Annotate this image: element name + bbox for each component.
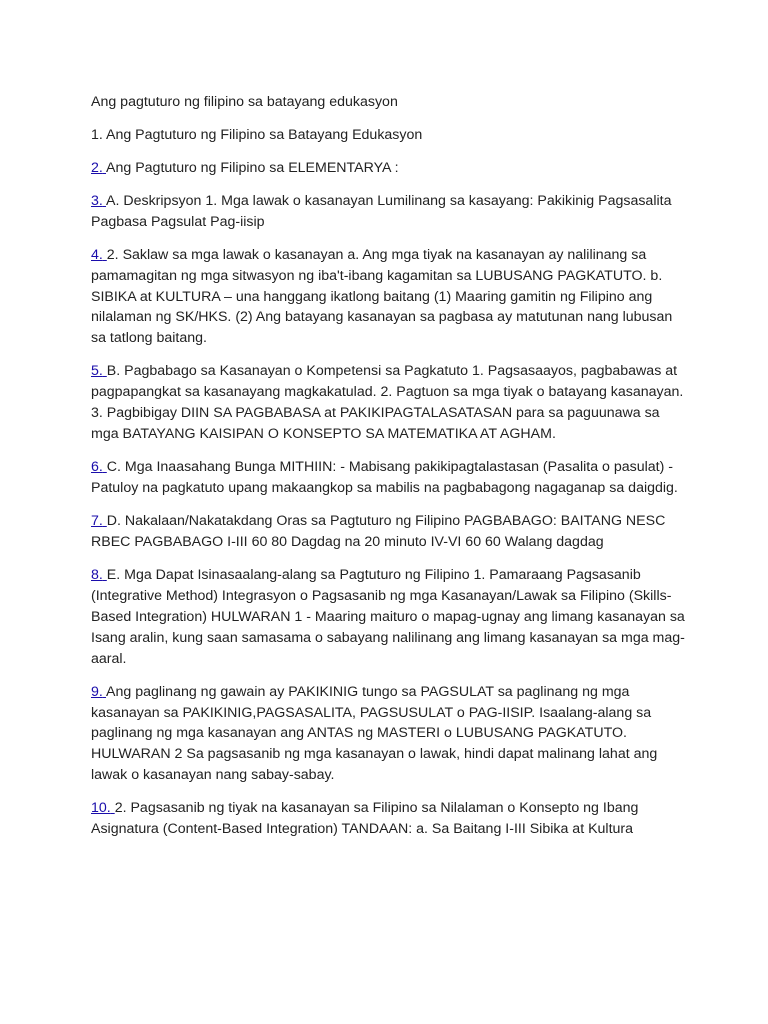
paragraph-9: [91, 682, 691, 786]
paragraph-6: [91, 457, 691, 499]
paragraph-9-link[interactable]: 9.: [91, 683, 103, 700]
paragraph-5-text: B. Pagbabago sa Kasanayan o Kompetensi sa Pagkatuto 1. Pagsasaayos, pagbabawas at pagpapangkat sa kasanayang magkakatulad. 2. Pagtuon sa mga tiyak o batayang kasanayan. 3. Pagbibigay DIIN SA PAGBABASA at PAKIKIPAGTALASATASAN para sa paguunawa sa mga BATAYANG KAISIPAN O KONSEPTO SA MATEMATIKA AT AGHAM.: [91, 363, 684, 442]
paragraph-5: [91, 361, 691, 444]
paragraph-10-link[interactable]: 10.: [91, 800, 111, 817]
paragraph-3: [91, 191, 691, 233]
paragraph-6-text: C. Mga Inaasahang Bunga MITHIIN: - Mabisang pakikipagtalastasan (Pasalita o pasulat) - Patuloy na pagkatuto upang makaangkop sa mabilis na pagbabagong nagaganap sa daigdig.: [91, 459, 678, 496]
paragraph-3-link[interactable]: 3.: [91, 192, 103, 209]
paragraph-2-link[interactable]: 2.: [91, 159, 103, 176]
paragraph-6-link[interactable]: 6.: [91, 459, 103, 476]
document-body: [91, 92, 691, 852]
paragraph-10: [91, 798, 691, 840]
paragraph-7-link[interactable]: 7.: [91, 513, 103, 530]
paragraph-4-text: 2. Saklaw sa mga lawak o kasanayan a. Ang mga tiyak na kasanayan ay nalilinang sa pamamagitan ng mga sitwasyon ng iba't-ibang kagamitan sa LUBUSANG PAGKATUTO. b. SIBIKA at KULTURA – una hanggang ikatlong baitang (1) Maaring gamitin ng Filipino ang nilalaman ng SK/HKS. (2) Ang batayang kasanayan sa pagbasa ay matutunan nang lubusan sa tatlong baitang.: [91, 246, 673, 347]
paragraph-5-link[interactable]: 5.: [91, 363, 103, 380]
document-subheading: 1. Ang Pagtuturo ng Filipino sa Batayang Edukasyon: [91, 126, 423, 143]
paragraph-7-text: D. Nakalaan/Nakatakdang Oras sa Pagtuturo ng Filipino PAGBABAGO: BAITANG NESC RBEC PAGBABAGO I-III 60 80 Dagdag na 20 minuto IV-VI 60 60 Walang dagdag: [91, 513, 666, 551]
paragraph-4-link[interactable]: 4.: [91, 246, 103, 263]
document-heading: Ang pagtuturo ng filipino sa batayang edukasyon: [91, 94, 398, 110]
paragraph-8: [91, 565, 691, 669]
paragraph-8-text: E. Mga Dapat Isinasaalang-alang sa Pagtuturo ng Filipino 1. Pamaraang Pagsasanib (Integrative Method) Integrasyon o Pagsasanib ng mga Kasanayan/Lawak sa Filipino (Skills-Based Integration) HULWARAN 1 - Maaring maituro o mapag-ugnay ang limang kasanayan sa Isang aralin, kung saan samasama o sabayang nalilinang ang limang kasanayan sa mga mag-aaral.: [91, 567, 685, 667]
paragraph-4: [91, 245, 691, 349]
paragraph-9-text: Ang paglinang ng gawain ay PAKIKINIG tungo sa PAGSULAT sa paglinang ng mga kasanayan sa PAKIKINIG,PAGSASALITA, PAGSUSULAT o PAG-IISIP. Isaalang-alang sa paglinang ng mga kasanayan ang ANTAS ng MASTERI o LUBUSANG PAGKATUTO. HULWARAN 2 Sa pagsasanib ng mga kasanayan o lawak, hindi dapat malinang lahat ang lawak o kasanayan nang sabay-sabay.: [91, 683, 658, 784]
paragraph-2-text: Ang Pagtuturo ng Filipino sa ELEMENTARYA :: [106, 159, 399, 176]
paragraph-3-text: A. Deskripsyon 1. Mga lawak o kasanayan Lumilinang sa kasayang: Pakikinig Pagsasalita Pagbasa Pagsulat Pag-iisip: [91, 192, 672, 230]
paragraph-2: [91, 158, 691, 179]
paragraph-10-text: 2. Pagsasanib ng tiyak na kasanayan sa Filipino sa Nilalaman o Konsepto ng Ibang Asignatura (Content-Based Integration) TANDAAN: a. Sa Baitang I-III Sibika at Kultura: [91, 800, 639, 838]
paragraph-7: [91, 511, 691, 553]
paragraph-8-link[interactable]: 8.: [91, 567, 103, 584]
